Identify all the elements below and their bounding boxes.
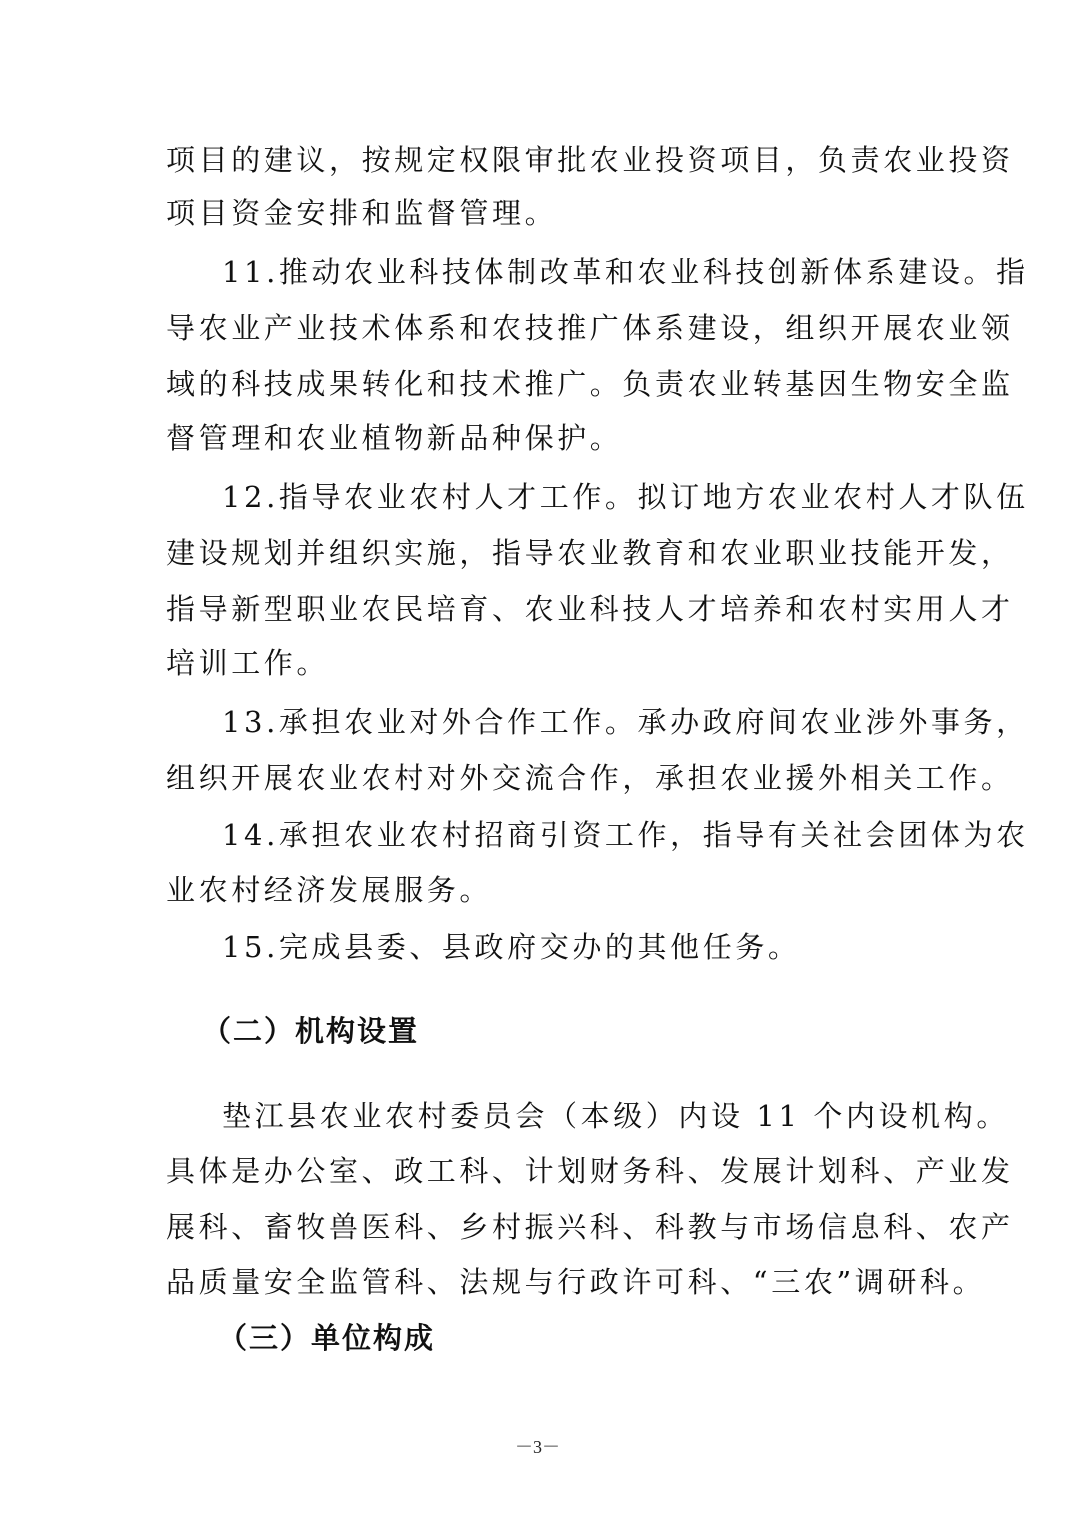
text-line: 项目的建议，按规定权限审批农业投资项目，负责农业投资	[166, 143, 1014, 177]
text-line: 品质量安全监管科、法规与行政许可科、“三农”调研科。	[166, 1265, 986, 1299]
section-heading-org-setup: （二）机构设置	[202, 1014, 420, 1048]
text-line: 培训工作。	[166, 646, 330, 680]
text-line: 14.承担农业农村招商引资工作，指导有关社会团体为农	[222, 818, 1029, 852]
text-line: 13.承担农业对外合作工作。承办政府间农业涉外事务，	[222, 705, 1029, 739]
text-line: 组织开展农业农村对外交流合作，承担农业援外相关工作。	[166, 761, 1014, 795]
text-line: 具体是办公室、政工科、计划财务科、发展计划科、产业发	[166, 1154, 1014, 1188]
text-line: 展科、畜牧兽医科、乡村振兴科、科教与市场信息科、农产	[166, 1210, 1014, 1244]
text-line: 12.指导农业农村人才工作。拟订地方农业农村人才队伍	[222, 480, 1029, 514]
page-number: －3－	[515, 1437, 560, 1457]
text-line: 11.推动农业科技体制改革和农业科技创新体系建设。指	[222, 255, 1029, 289]
text-line: 建设规划并组织实施，指导农业教育和农业职业技能开发，	[166, 536, 1014, 570]
text-line: 指导新型职业农民培育、农业科技人才培养和农村实用人才	[166, 592, 1014, 626]
text-line: 业农村经济发展服务。	[166, 873, 493, 907]
text-line: 导农业产业技术体系和农技推广体系建设，组织开展农业领	[166, 311, 1014, 345]
section-heading-unit-composition: （三）单位构成	[218, 1321, 436, 1355]
text-line: 督管理和农业植物新品种保护。	[166, 421, 623, 455]
text-line: 垫江县农业农村委员会（本级）内设 11 个内设机构。	[222, 1099, 1009, 1133]
text-line: 项目资金安排和监督管理。	[166, 196, 558, 230]
text-line: 域的科技成果转化和技术推广。负责农业转基因生物安全监	[166, 367, 1014, 401]
text-line: 15.完成县委、县政府交办的其他任务。	[222, 930, 801, 964]
